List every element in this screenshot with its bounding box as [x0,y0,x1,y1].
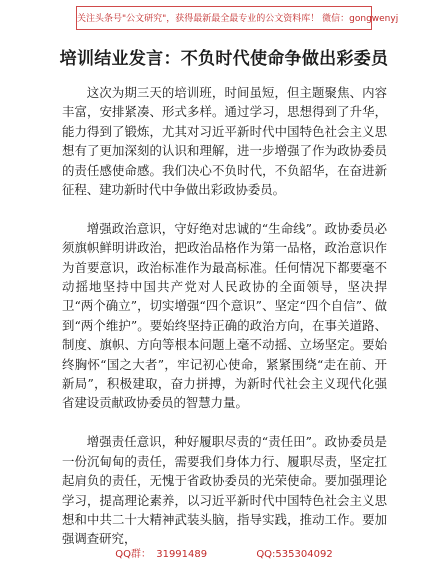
footer-contacts [0,545,448,560]
promo-banner: 关注头条号"公文研究"，获得最新最全最专业的公文资料库！ 微信：gongwenyj [76,6,372,30]
page-title: 培训结业发言：不负时代使命争做出彩委员 [59,49,389,69]
paragraph-political-awareness: 增强政治意识，守好绝对忠诚的“生命线”。政协委员必须旗帜鲜明讲政治，把政治品格作为第一品格，政治意识作为首要意识，政治标准作为最高标准。任何情况下都要毫不动摇地坚持中国共产党对人民政协的全面领导，坚决捍卫“两个确立”，切实增强“四个意识”、坚定“四个自信”、做到“两个维护”。要始终坚持正确的政治方向，在事关道路、制度、旗帜、方向等根本问题上毫不动摇、立场坚定。要始终胸怀“国之大者”，牢记初心使命，紧紧围绕“走在前、开新局”，积极建取，奋力拼搏，为新时代社会主义现代化强省建设贡献政协委员的智慧力量。 [62,220,387,411]
document-body [62,83,387,549]
paragraph-responsibility: 增强责任意识，种好履职尽责的“责任田”。政协委员是一份沉甸甸的责任，需要我们身体力行、履职尽责，坚定扛起肩负的责任，无愧于省政协委员的光荣使命。要加强理论学习，提高理论素养，以习近平新时代中国特色社会主义思想和中共二十大精神武装头脑，指导实践，推动工作。要加强调查研究， [62,434,387,547]
qq-group-text: QQ群： 31991489 [115,549,208,560]
qq-text: QQ:535304092 [256,549,333,560]
paragraph-intro: 这次为期三天的培训班，时间虽短，但主题聚焦、内容丰富，安排紧凑、形式多样。通过学习，思想得到了升华，能力得到了锻炼，尤其对习近平新时代中国特色社会主义思想有了更加深刻的认识和理解，进一步增强了作为政协委员的责任感使命感。我们决心不负时代，不负韶华，在奋进新征程、建功新时代中争做出彩政协委员。 [62,85,387,198]
